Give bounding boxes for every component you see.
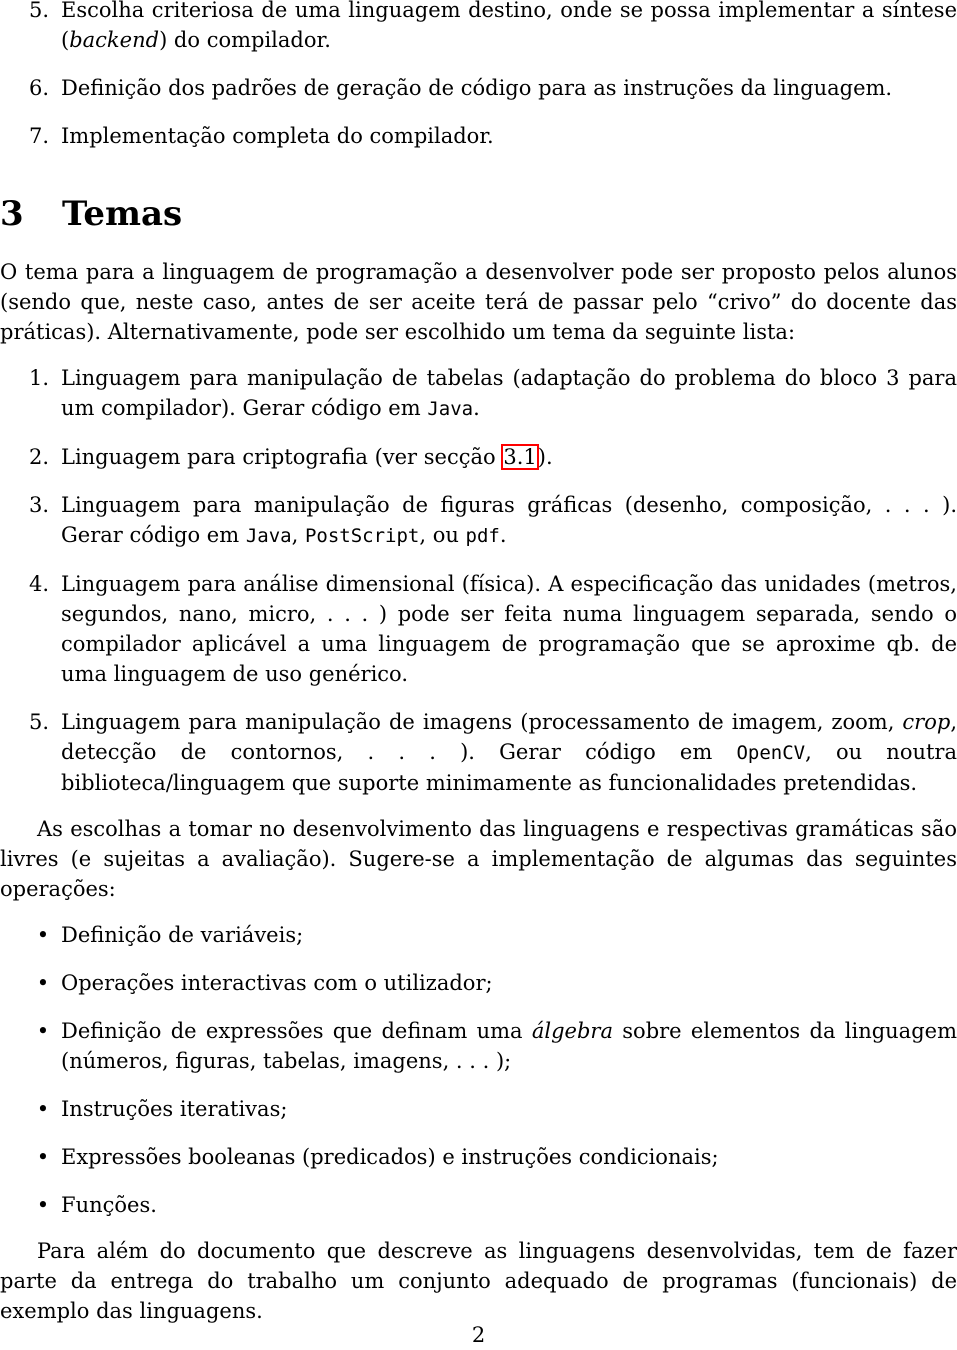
list-item: • Funções.: [0, 1190, 957, 1220]
intro-paragraph: O tema para a linguagem de programação a desenvolver pode ser proposto pelos alunos (sendo que, neste caso, antes de ser aceite terá de passar pelo “crivo” do docente das práticas). Alternativamente, pode ser escolhido um tema da seguinte lista:: [0, 260, 957, 344]
list-item: 5. Escolha criteriosa de uma linguagem destino, onde se possa implementar a síntese (backend) do compilador.: [0, 0, 957, 55]
section-reference-link[interactable]: 3.1: [503, 445, 537, 469]
section-body: [0, 257, 957, 1326]
list-item-number: 4.: [28, 572, 49, 596]
bullet-icon: •: [36, 1097, 50, 1121]
list-item-number: 6.: [28, 76, 49, 100]
list-item-number: 1.: [28, 366, 49, 390]
bullet-icon: •: [36, 1193, 50, 1217]
list-item: 6. Definição dos padrões de geração de código para as instruções da linguagem.: [0, 73, 957, 103]
emphasis-backend: backend: [69, 28, 160, 52]
list-item-number: 2.: [28, 445, 49, 469]
list-item: • Definição de variáveis;: [0, 920, 957, 950]
steps-list-continued: [0, 0, 957, 151]
code-opencv: OpenCV: [736, 742, 806, 764]
list-item: 3. Linguagem para manipulação de figuras gráficas (desenho, composição, . . . ). Gerar código em Java, PostScript, ou pdf.: [0, 490, 957, 551]
code-postscript: PostScript: [304, 525, 420, 547]
section-heading: [0, 194, 957, 234]
choices-paragraph: As escolhas a tomar no desenvolvimento das linguagens e respectivas gramáticas são livres (e sujeitas a avaliação). Sugere-se a implementação de algumas das seguintes operações:: [0, 817, 957, 901]
list-item: • Operações interactivas com o utilizador;: [0, 968, 957, 998]
section-number: 3: [0, 194, 24, 234]
list-item: • Instruções iterativas;: [0, 1094, 957, 1124]
list-item: 7. Implementação completa do compilador.: [0, 121, 957, 151]
bullet-icon: •: [36, 971, 50, 995]
list-item-number: 7.: [28, 124, 49, 148]
closing-paragraph: Para além do documento que descreve as linguagens desenvolvidas, tem de fazer parte da entrega do trabalho um conjunto adequado de programas (funcionais) de exemplo das linguagens.: [0, 1239, 957, 1323]
list-item: • Expressões booleanas (predicados) e instruções condicionais;: [0, 1142, 957, 1172]
list-item-number: 5.: [28, 710, 49, 734]
list-item: 2. Linguagem para criptografia (ver secção 3.1).: [0, 442, 957, 472]
list-item: 4. Linguagem para análise dimensional (física). A especificação das unidades (metros, segundos, nano, micro, . . . ) pode ser feita numa linguagem separada, sendo o compilador aplicável a uma linguagem de programação que se aproxime qb. de uma linguagem de uso genérico.: [0, 569, 957, 689]
list-item: 1. Linguagem para manipulação de tabelas (adaptação do problema do bloco 3 para um compilador). Gerar código em Java.: [0, 363, 957, 424]
operations-list: [0, 920, 957, 1220]
bullet-icon: •: [36, 1145, 50, 1169]
emphasis-algebra: álgebra: [531, 1019, 613, 1043]
bullet-icon: •: [36, 1019, 50, 1043]
list-item: 5. Linguagem para manipulação de imagens (processamento de imagem, zoom, crop, detecção de contornos, . . . ). Gerar código em OpenCV, ou noutra biblioteca/linguagem que suporte minimamente as funcionalidades pretendidas.: [0, 707, 957, 798]
emphasis-crop: crop: [902, 710, 951, 734]
list-item-number: 3.: [28, 493, 49, 517]
code-pdf: pdf: [465, 525, 500, 547]
code-java: Java: [245, 525, 292, 547]
list-item: • Definição de expressões que definam uma álgebra sobre elementos da linguagem (números, figuras, tabelas, imagens, . . . );: [0, 1016, 957, 1076]
list-item-number: 5.: [28, 0, 49, 22]
section-title: Temas: [62, 194, 183, 234]
code-java: Java: [427, 398, 474, 420]
themes-list: [0, 363, 957, 798]
page-number: 2: [471, 1323, 486, 1347]
bullet-icon: •: [36, 923, 50, 947]
